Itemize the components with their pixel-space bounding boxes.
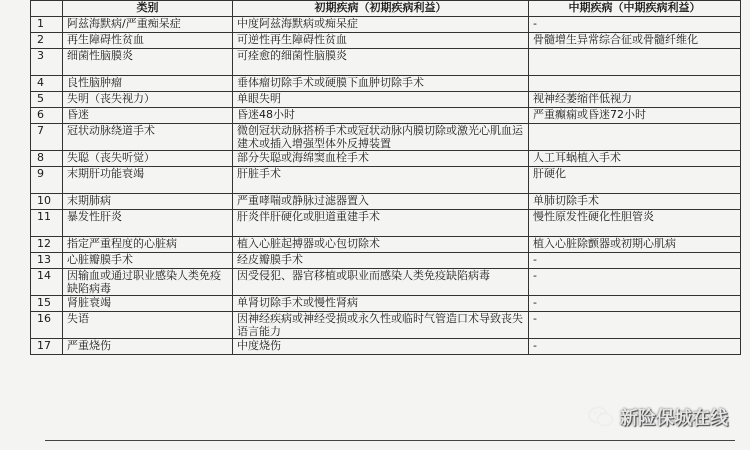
category-cell: 再生障碍性贫血 xyxy=(63,33,233,49)
row-number: 4 xyxy=(31,76,63,92)
category-cell: 末期肝功能衰竭 xyxy=(63,167,233,194)
early-cell: 严重哮喘或静脉过滤器置入 xyxy=(233,194,529,210)
category-cell: 失明（丧失视力） xyxy=(63,92,233,108)
header-mid: 中期疾病（中期疾病利益） xyxy=(529,1,741,17)
early-cell: 单眼失明 xyxy=(233,92,529,108)
category-cell: 心脏瓣膜手术 xyxy=(63,253,233,269)
mid-cell: 视神经萎缩伴低视力 xyxy=(529,92,741,108)
row-number: 13 xyxy=(31,253,63,269)
mid-cell xyxy=(529,124,741,151)
early-cell: 中度阿兹海默病或痴呆症 xyxy=(233,17,529,33)
early-cell: 单肾切除手术或慢性肾病 xyxy=(233,296,529,312)
early-cell: 植入心脏起搏器或心包切除术 xyxy=(233,237,529,253)
category-cell: 阿兹海默病/严重痴呆症 xyxy=(63,17,233,33)
mid-cell: - xyxy=(529,296,741,312)
row-number: 9 xyxy=(31,167,63,194)
category-cell: 肾脏衰竭 xyxy=(63,296,233,312)
mid-cell: - xyxy=(529,339,741,355)
category-cell: 失聪（丧失听觉） xyxy=(63,151,233,167)
mid-cell xyxy=(529,49,741,76)
table-row xyxy=(31,210,741,237)
row-number: 6 xyxy=(31,108,63,124)
mid-cell: - xyxy=(529,17,741,33)
category-cell: 严重烧伤 xyxy=(63,339,233,355)
watermark-text: 新险保城在线 xyxy=(620,408,728,429)
row-number: 17 xyxy=(31,339,63,355)
early-cell: 肝炎伴肝硬化或胆道重建手术 xyxy=(233,210,529,237)
mid-cell: 骨髓增生异常综合征或骨髓纤维化 xyxy=(529,33,741,49)
early-cell: 因神经疾病或神经受损或永久性或临时气管造口术导致丧失语言能力 xyxy=(233,312,529,339)
bottom-rule xyxy=(45,440,735,441)
early-cell: 肝脏手术 xyxy=(233,167,529,194)
row-number: 7 xyxy=(31,124,63,151)
early-cell: 垂体瘤切除手术或硬膜下血肿切除手术 xyxy=(233,76,529,92)
row-number: 15 xyxy=(31,296,63,312)
table-row xyxy=(31,124,741,151)
category-cell: 失语 xyxy=(63,312,233,339)
critical-illness-table xyxy=(30,0,741,355)
early-cell: 经皮瓣膜手术 xyxy=(233,253,529,269)
early-cell: 可痊愈的细菌性脑膜炎 xyxy=(233,49,529,76)
table-row xyxy=(31,17,741,33)
category-cell: 良性脑肿瘤 xyxy=(63,76,233,92)
mid-cell: 单肺切除手术 xyxy=(529,194,741,210)
table-row xyxy=(31,194,741,210)
mid-cell: - xyxy=(529,312,741,339)
mid-cell: - xyxy=(529,253,741,269)
table-row xyxy=(31,312,741,339)
mid-cell: 植入心脏除颤器或初期心肌病 xyxy=(529,237,741,253)
table-row xyxy=(31,167,741,194)
category-cell: 指定严重程度的心脏病 xyxy=(63,237,233,253)
row-number: 8 xyxy=(31,151,63,167)
watermark xyxy=(588,404,728,430)
table-row xyxy=(31,296,741,312)
table-row xyxy=(31,339,741,355)
early-cell: 昏迷48小时 xyxy=(233,108,529,124)
row-number: 12 xyxy=(31,237,63,253)
category-cell: 暴发性肝炎 xyxy=(63,210,233,237)
mid-cell xyxy=(529,76,741,92)
header-row xyxy=(31,1,741,17)
category-cell: 细菌性脑膜炎 xyxy=(63,49,233,76)
early-cell: 微创冠状动脉搭桥手术或冠状动脉内膜切除或激光心肌血运建术或插入增强型体外反搏装置 xyxy=(233,124,529,151)
table-row xyxy=(31,269,741,296)
row-number: 14 xyxy=(31,269,63,296)
table-row xyxy=(31,237,741,253)
category-cell: 末期肺病 xyxy=(63,194,233,210)
table-row xyxy=(31,76,741,92)
early-cell: 可逆性再生障碍性贫血 xyxy=(233,33,529,49)
row-number: 11 xyxy=(31,210,63,237)
table-row xyxy=(31,92,741,108)
mid-cell: - xyxy=(529,269,741,296)
row-number: 1 xyxy=(31,17,63,33)
table-row xyxy=(31,108,741,124)
category-cell: 冠状动脉绕道手术 xyxy=(63,124,233,151)
mid-cell: 慢性原发性硬化性胆管炎 xyxy=(529,210,741,237)
early-cell: 部分失聪或海绵窦血栓手术 xyxy=(233,151,529,167)
table-row xyxy=(31,33,741,49)
row-number: 16 xyxy=(31,312,63,339)
table-row xyxy=(31,253,741,269)
header-category: 类别 xyxy=(63,1,233,17)
mid-cell: 人工耳蜗植入手术 xyxy=(529,151,741,167)
header-early: 初期疾病（初期疾病利益） xyxy=(233,1,529,17)
wechat-icon xyxy=(588,406,614,428)
header-num xyxy=(31,1,63,17)
mid-cell: 严重癫痫或昏迷72小时 xyxy=(529,108,741,124)
early-cell: 中度烧伤 xyxy=(233,339,529,355)
row-number: 10 xyxy=(31,194,63,210)
row-number: 2 xyxy=(31,33,63,49)
early-cell: 因受侵犯、器官移植或职业而感染人类免疫缺陷病毒 xyxy=(233,269,529,296)
mid-cell: 肝硬化 xyxy=(529,167,741,194)
table-row xyxy=(31,151,741,167)
row-number: 5 xyxy=(31,92,63,108)
row-number: 3 xyxy=(31,49,63,76)
table-row xyxy=(31,49,741,76)
category-cell: 因输血或通过职业感染人类免疫缺陷病毒 xyxy=(63,269,233,296)
category-cell: 昏迷 xyxy=(63,108,233,124)
